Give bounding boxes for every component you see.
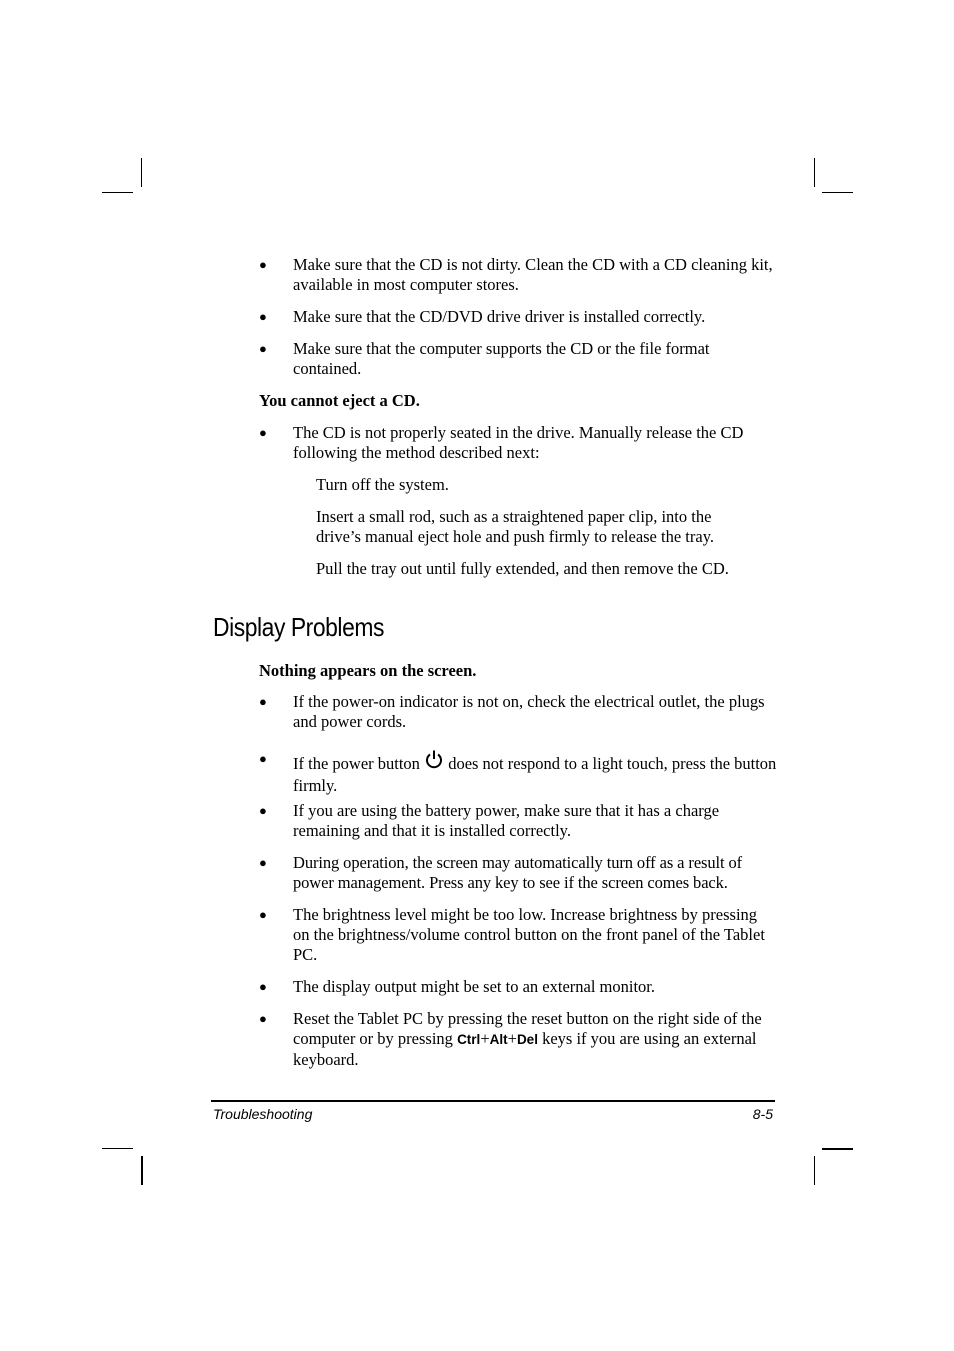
plus-sign: +: [480, 1029, 490, 1048]
list-item-text: does not respond to a light touch, press the button firmly.: [293, 754, 777, 795]
footer-rule: [211, 1100, 775, 1102]
bullet-symbol: ●: [259, 855, 267, 870]
list-item: Make sure that the computer supports the CD or the file format contained.: [293, 339, 710, 378]
list-item: The CD is not properly seated in the drive. Manually release the CD following the method described next:: [293, 423, 744, 462]
bullet-symbol: ●: [259, 1011, 267, 1026]
bullet-symbol: ●: [259, 309, 267, 324]
crop-mark: [102, 192, 133, 193]
crop-mark: [822, 192, 853, 193]
crop-mark: [822, 1148, 853, 1150]
list-item-text: Reset the Tablet PC by pressing the reset button on the right side of the computer or by pressing: [293, 1009, 762, 1048]
power-icon: [424, 749, 444, 776]
plus-sign: +: [507, 1029, 517, 1048]
bullet-symbol: ●: [259, 694, 267, 709]
bullet-symbol: ●: [259, 751, 267, 766]
bullet-symbol: ●: [259, 257, 267, 272]
subsection-title: You cannot eject a CD.: [259, 391, 420, 410]
footer-section: Troubleshooting: [213, 1106, 313, 1122]
list-item: During operation, the screen may automatically turn off as a result of power management. Press any key to see if the screen comes back.: [293, 853, 743, 892]
bullet-symbol: ●: [259, 979, 267, 994]
crop-mark: [102, 1148, 133, 1149]
key-del: Del: [516, 1032, 538, 1047]
list-item-text: If the power button: [293, 754, 420, 773]
crop-mark: [814, 1156, 815, 1185]
list-item: [293, 1009, 779, 1070]
list-item: If you are using the battery power, make sure that it has a charge remaining and that it is installed correctly.: [293, 801, 720, 840]
bullet-symbol: ●: [259, 907, 267, 922]
subsection-title: Nothing appears on the screen.: [259, 661, 477, 680]
list-item: [293, 749, 777, 796]
step-text: Pull the tray out until fully extended, and then remove the CD.: [316, 559, 729, 578]
step-text: Turn off the system.: [316, 475, 449, 494]
key-alt: Alt: [489, 1032, 508, 1047]
list-item: The brightness level might be too low. Increase brightness by pressing on the brightness/volume control button on the front panel of the Tablet PC.: [293, 905, 765, 964]
crop-mark: [141, 158, 142, 187]
list-item: Make sure that the CD is not dirty. Clean the CD with a CD cleaning kit, available in most computer stores.: [293, 255, 773, 294]
step-text: Insert a small rod, such as a straightened paper clip, into the drive’s manual eject hole and push firmly to release the tray.: [316, 507, 714, 546]
crop-mark: [141, 1156, 143, 1185]
key-ctrl: Ctrl: [457, 1032, 481, 1047]
list-item: If the power-on indicator is not on, check the electrical outlet, the plugs and power cords.: [293, 692, 765, 731]
list-item: The display output might be set to an external monitor.: [293, 977, 656, 996]
section-heading: Display Problems: [213, 612, 384, 642]
crop-mark: [814, 158, 815, 187]
bullet-symbol: ●: [259, 425, 267, 440]
page-number: 8-5: [752, 1106, 773, 1122]
bullet-symbol: ●: [259, 341, 267, 356]
bullet-symbol: ●: [259, 803, 267, 818]
list-item: Make sure that the CD/DVD drive driver is installed correctly.: [293, 307, 706, 326]
list-item-text: keys if you are using an external keyboard.: [293, 1029, 757, 1069]
